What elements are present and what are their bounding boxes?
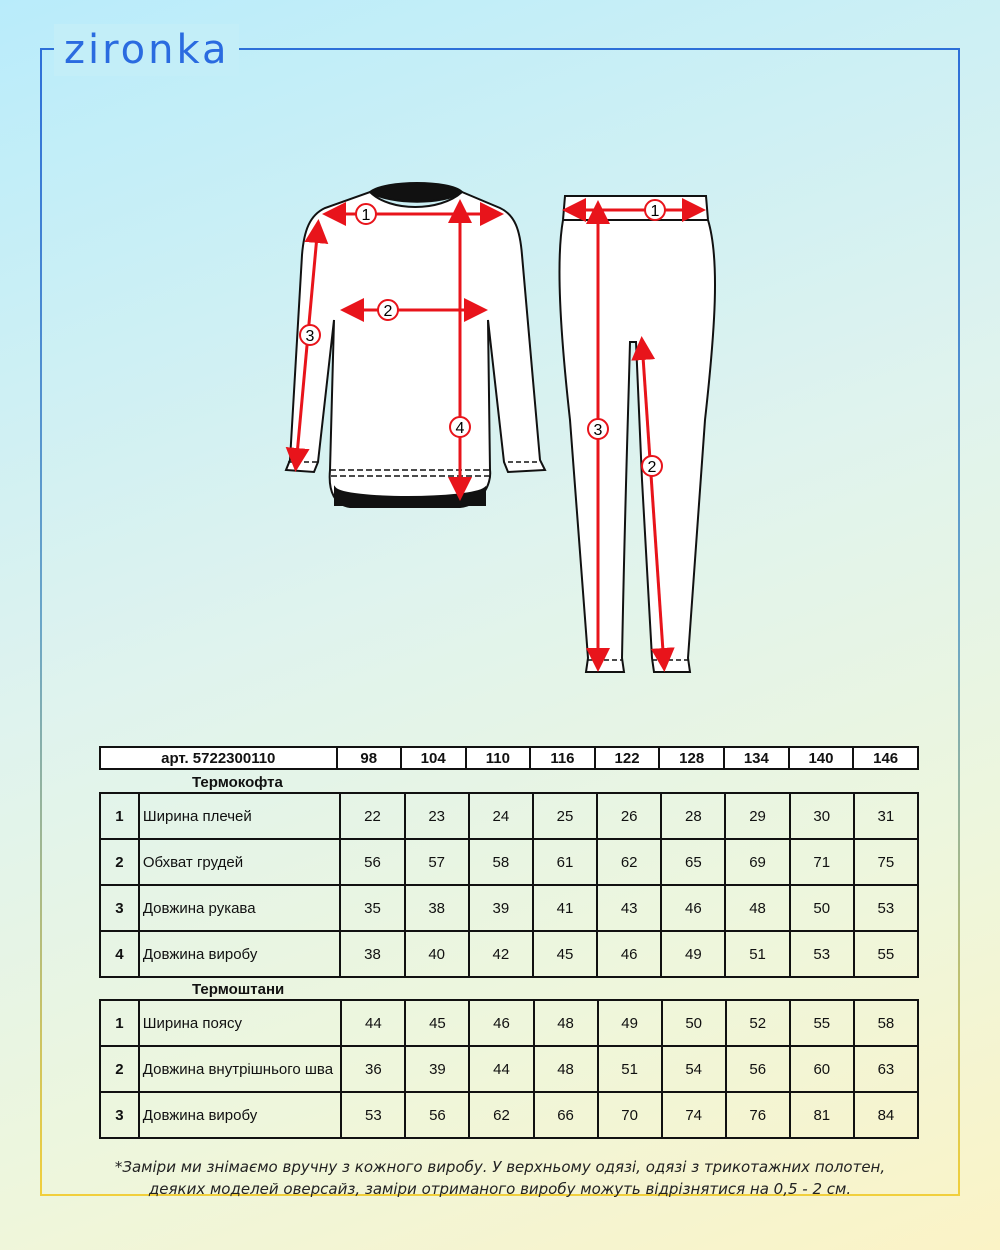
measurement-value: 38 [340, 931, 404, 977]
measurement-value: 49 [598, 1000, 662, 1046]
measurement-value: 52 [726, 1000, 790, 1046]
measurement-name: Обхват грудей [139, 839, 341, 885]
measurement-value: 69 [725, 839, 789, 885]
measurement-value: 81 [790, 1092, 854, 1138]
measurement-value: 75 [854, 839, 918, 885]
measurement-value: 50 [662, 1000, 726, 1046]
measurement-name: Довжина виробу [139, 931, 341, 977]
measurement-value: 56 [405, 1092, 469, 1138]
table-row [100, 793, 918, 839]
measurement-value: 29 [725, 793, 789, 839]
measurement-value: 56 [726, 1046, 790, 1092]
size-col: 110 [466, 747, 531, 769]
measurement-value: 76 [726, 1092, 790, 1138]
measurement-value: 46 [469, 1000, 533, 1046]
thermal-top-drawing [286, 183, 545, 507]
measurement-value: 53 [854, 885, 918, 931]
section-title-top: Термокофта [192, 774, 283, 791]
measurement-value: 48 [534, 1046, 598, 1092]
garment-measurement-illustration [270, 180, 740, 690]
thermal-pants-drawing [559, 196, 715, 672]
measurement-value: 26 [597, 793, 661, 839]
row-number: 2 [100, 839, 139, 885]
article-number: арт. 5722300110 [100, 747, 337, 769]
table-row [100, 885, 918, 931]
measurement-value: 54 [662, 1046, 726, 1092]
top-marker-3 [300, 325, 320, 345]
measurement-value: 66 [534, 1092, 598, 1138]
measurement-value: 45 [405, 1000, 469, 1046]
measurement-value: 51 [598, 1046, 662, 1092]
measurement-value: 35 [340, 885, 404, 931]
svg-text:2: 2 [383, 303, 393, 320]
top-marker-4 [450, 417, 470, 437]
measurement-name: Ширина поясу [139, 1000, 342, 1046]
measurement-value: 50 [790, 885, 854, 931]
measurement-value: 24 [469, 793, 533, 839]
measurement-value: 62 [597, 839, 661, 885]
measurement-value: 55 [854, 931, 918, 977]
measurement-note [40, 1156, 960, 1200]
measurement-value: 55 [790, 1000, 854, 1046]
top-marker-1 [356, 204, 376, 224]
measurement-value: 39 [469, 885, 533, 931]
measurement-value: 61 [533, 839, 597, 885]
measurement-value: 45 [533, 931, 597, 977]
size-col: 104 [401, 747, 466, 769]
measurement-value: 57 [405, 839, 469, 885]
measurement-value: 65 [661, 839, 725, 885]
svg-text:3: 3 [593, 422, 603, 439]
measurement-value: 31 [854, 793, 918, 839]
row-number: 3 [100, 885, 139, 931]
measurement-value: 71 [790, 839, 854, 885]
row-number: 4 [100, 931, 139, 977]
measurement-name: Довжина внутрішнього шва [139, 1046, 342, 1092]
measurement-value: 51 [725, 931, 789, 977]
size-col: 140 [789, 747, 854, 769]
measurement-value: 48 [725, 885, 789, 931]
measurement-value: 43 [597, 885, 661, 931]
measurement-value: 28 [661, 793, 725, 839]
measurement-value: 48 [534, 1000, 598, 1046]
svg-text:2: 2 [647, 459, 657, 476]
measurement-value: 63 [854, 1046, 918, 1092]
size-col: 122 [595, 747, 660, 769]
note-line-1: *Заміри ми знімаємо вручну з кожного виробу. У верхньому одязі, одязі з трикотажних полотен, [114, 1158, 886, 1176]
measurement-name: Довжина рукава [139, 885, 341, 931]
top-measurements-table [99, 792, 919, 978]
pants-marker-3 [588, 419, 608, 439]
brand-logo: zironka [54, 24, 239, 76]
measurement-value: 25 [533, 793, 597, 839]
measurement-value: 58 [854, 1000, 918, 1046]
measurement-name: Ширина плечей [139, 793, 341, 839]
measurement-value: 70 [598, 1092, 662, 1138]
measurement-value: 38 [405, 885, 469, 931]
measurement-value: 40 [405, 931, 469, 977]
svg-text:3: 3 [305, 328, 315, 345]
measurement-value: 42 [469, 931, 533, 977]
size-col: 98 [337, 747, 401, 769]
measurement-value: 58 [469, 839, 533, 885]
measurement-value: 84 [854, 1092, 918, 1138]
measurement-value: 46 [597, 931, 661, 977]
svg-text:4: 4 [455, 420, 465, 437]
svg-text:1: 1 [650, 203, 660, 220]
top-marker-2 [378, 300, 398, 320]
pants-measurements-table [99, 999, 919, 1139]
measurement-value: 44 [469, 1046, 533, 1092]
measurement-value: 53 [790, 931, 854, 977]
measurement-value: 30 [790, 793, 854, 839]
section-title-pants: Термоштани [192, 981, 285, 998]
measurement-value: 53 [341, 1092, 405, 1138]
pants-marker-2 [642, 456, 662, 476]
row-number: 2 [100, 1046, 139, 1092]
measurement-value: 36 [341, 1046, 405, 1092]
pants-marker-1 [645, 200, 665, 220]
row-number: 1 [100, 1000, 139, 1046]
table-row [100, 1000, 918, 1046]
table-row [100, 1092, 918, 1138]
measurement-value: 62 [469, 1092, 533, 1138]
measurement-value: 56 [340, 839, 404, 885]
table-row [100, 931, 918, 977]
measurement-value: 23 [405, 793, 469, 839]
size-header-row [100, 747, 918, 769]
size-col: 146 [853, 747, 918, 769]
measurement-value: 22 [340, 793, 404, 839]
table-row [100, 1046, 918, 1092]
row-number: 3 [100, 1092, 139, 1138]
size-col: 134 [724, 747, 789, 769]
measurement-value: 41 [533, 885, 597, 931]
row-number: 1 [100, 793, 139, 839]
size-col: 128 [659, 747, 724, 769]
svg-text:1: 1 [361, 207, 371, 224]
measurement-value: 44 [341, 1000, 405, 1046]
table-row [100, 839, 918, 885]
size-col: 116 [530, 747, 595, 769]
measurement-name: Довжина виробу [139, 1092, 342, 1138]
measurement-value: 60 [790, 1046, 854, 1092]
measurement-value: 39 [405, 1046, 469, 1092]
measurement-value: 49 [661, 931, 725, 977]
note-line-2: деяких моделей оверсайз, заміри отриманого виробу можуть відрізнятися на 0,5 - 2 см. [148, 1180, 852, 1198]
measurement-value: 74 [662, 1092, 726, 1138]
size-header-table [99, 746, 919, 770]
measurement-value: 46 [661, 885, 725, 931]
